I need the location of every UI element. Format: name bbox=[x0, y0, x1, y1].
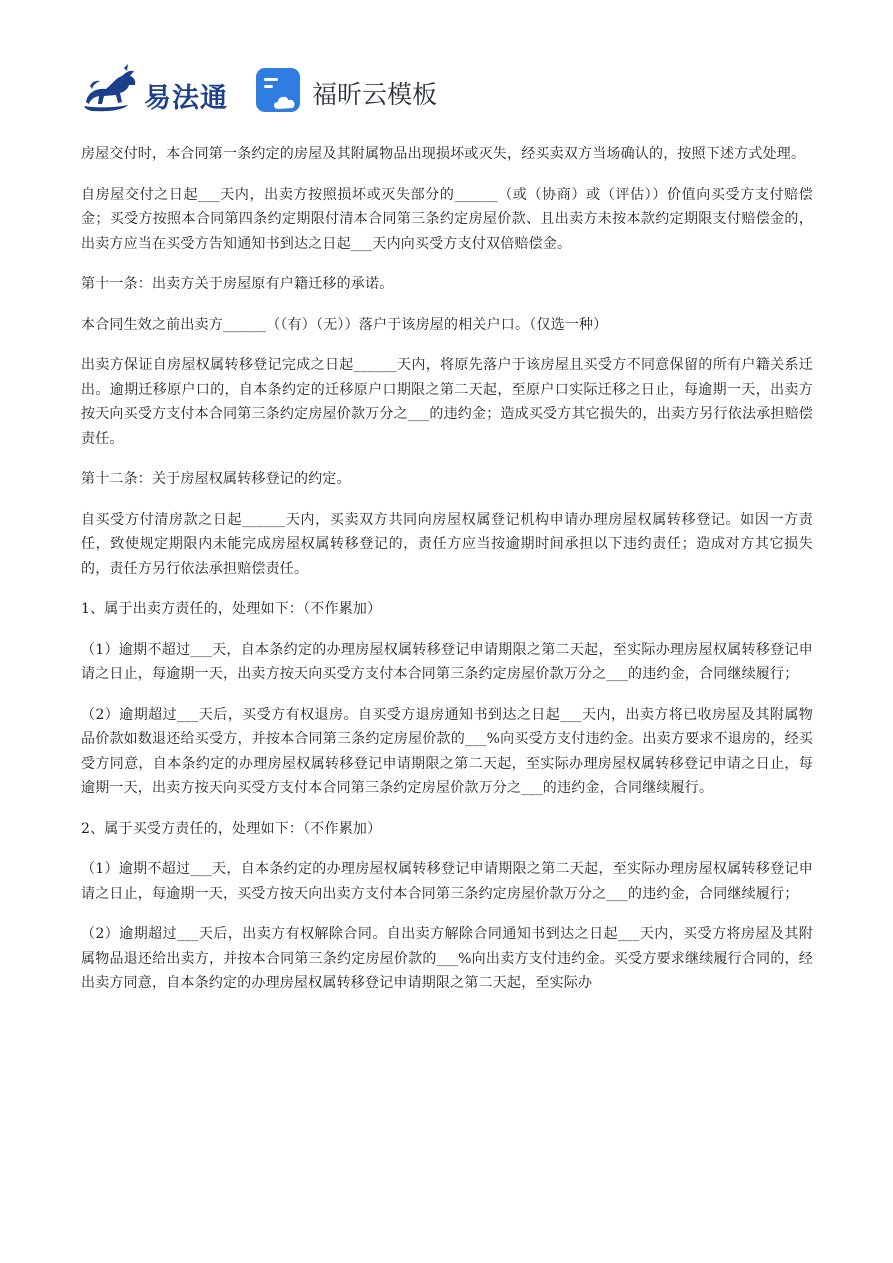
list-item: （1）逾期不超过___天，自本条约定的办理房屋权属转移登记申请期限之第二天起，至实际办理房屋权属转移登记申请之日止，每逾期一天，买受方按天向出卖方支付本合同第三条约定房屋价款万分之___的违约金，合同继续履行； bbox=[81, 861, 813, 902]
unicorn-logo-icon bbox=[78, 62, 148, 120]
paragraph: 房屋交付时，本合同第一条约定的房屋及其附属物品出现损坏或灭失，经买卖双方当场确认的，按照下述方式处理。 bbox=[81, 146, 806, 162]
paragraph: 本合同生效之前出卖方______（（有）（无））落户于该房屋的相关户口。（仅选一种） bbox=[81, 316, 608, 333]
paragraph: 出卖方保证自房屋权属转移登记完成之日起______天内，将原先落户于该房屋且买受方不同意保留的所有户籍关系迁出。逾期迁移原户口的，自本条约定的迁移原户口期限之第二天起，至原户口实际迁移之日止，每逾期一天，出卖方按天向买受方支付本合同第三条约定房屋价款万分之___的违约金；造成买受方其它损失的，出卖方另行依法承担赔偿责任。 bbox=[81, 357, 813, 447]
list-heading: 2、属于买受方责任的，处理如下：（不作累加） bbox=[81, 820, 382, 837]
list-item: （2）逾期超过___天后，买受方有权退房。自买受方退房通知书到达之日起___天内，出卖方将已收房屋及其附属物品价款如数退还给买受方，并按本合同第三条约定房屋价款的___%向买受方支付违约金。出卖方要求不退房的，经买受方同意，自本条约定的办理房屋权属转移登记申请期限之第二天起，至实际办理房屋权属转移登记申请之日止，每逾期一天，出卖方按天向买受方支付本合同第三条约定房屋价款万分之___的违约金，合同继续履行。 bbox=[81, 706, 813, 796]
list-heading: 1、属于出卖方责任的，处理如下：（不作累加） bbox=[81, 601, 382, 617]
list-item: （1）逾期不超过___天，自本条约定的办理房屋权属转移登记申请期限之第二天起，至实际办理房屋权属转移登记申请之日止，每逾期一天，出卖方按天向买受方支付本合同第三条约定房屋价款万分之___的违约金，合同继续履行； bbox=[81, 641, 813, 682]
section-heading: 第十一条：出卖方关于房屋原有户籍迁移的承诺。 bbox=[81, 276, 394, 292]
yifatong-logo-text: 易法通 bbox=[144, 83, 228, 114]
paragraph: 自房屋交付之日起___天内，出卖方按照损坏或灭失部分的______（或（协商）或（评估））价值向买受方支付赔偿金；买受方按照本合同第四条约定期限付清本合同第三条约定房屋价款、且出卖方未按本款约定期限支付赔偿金的，出卖方应当在买受方告知通知书到达之日起___天内向买受方支付双倍赔偿金。 bbox=[81, 186, 813, 252]
page-header bbox=[78, 62, 478, 124]
foxit-cloud-logo-text: 福昕云模板 bbox=[312, 80, 438, 109]
yifatong-logo bbox=[78, 62, 228, 120]
paragraph: 自买受方付清房款之日起______天内，买卖双方共同向房屋权属登记机构申请办理房屋权属转移登记。如因一方责任，致使规定期限内未能完成房屋权属转移登记的，责任方应当按逾期时间承担以下违约责任；造成对方其它损失的，责任方另行依法承担赔偿责任。 bbox=[81, 511, 813, 577]
section-heading: 第十二条：关于房屋权属转移登记的约定。 bbox=[81, 471, 351, 487]
list-item: （2）逾期超过___天后，出卖方有权解除合同。自出卖方解除合同通知书到达之日起___天内，买受方将房屋及其附属物品退还给出卖方，并按本合同第三条约定房屋价款的___%向出卖方支付违约金。买受方要求继续履行合同的，经出卖方同意，自本条约定的办理房屋权属转移登记申请期限之第二天起，至实际办 bbox=[81, 926, 813, 991]
foxit-cloud-logo-icon bbox=[254, 66, 306, 118]
document-body bbox=[81, 142, 813, 1012]
